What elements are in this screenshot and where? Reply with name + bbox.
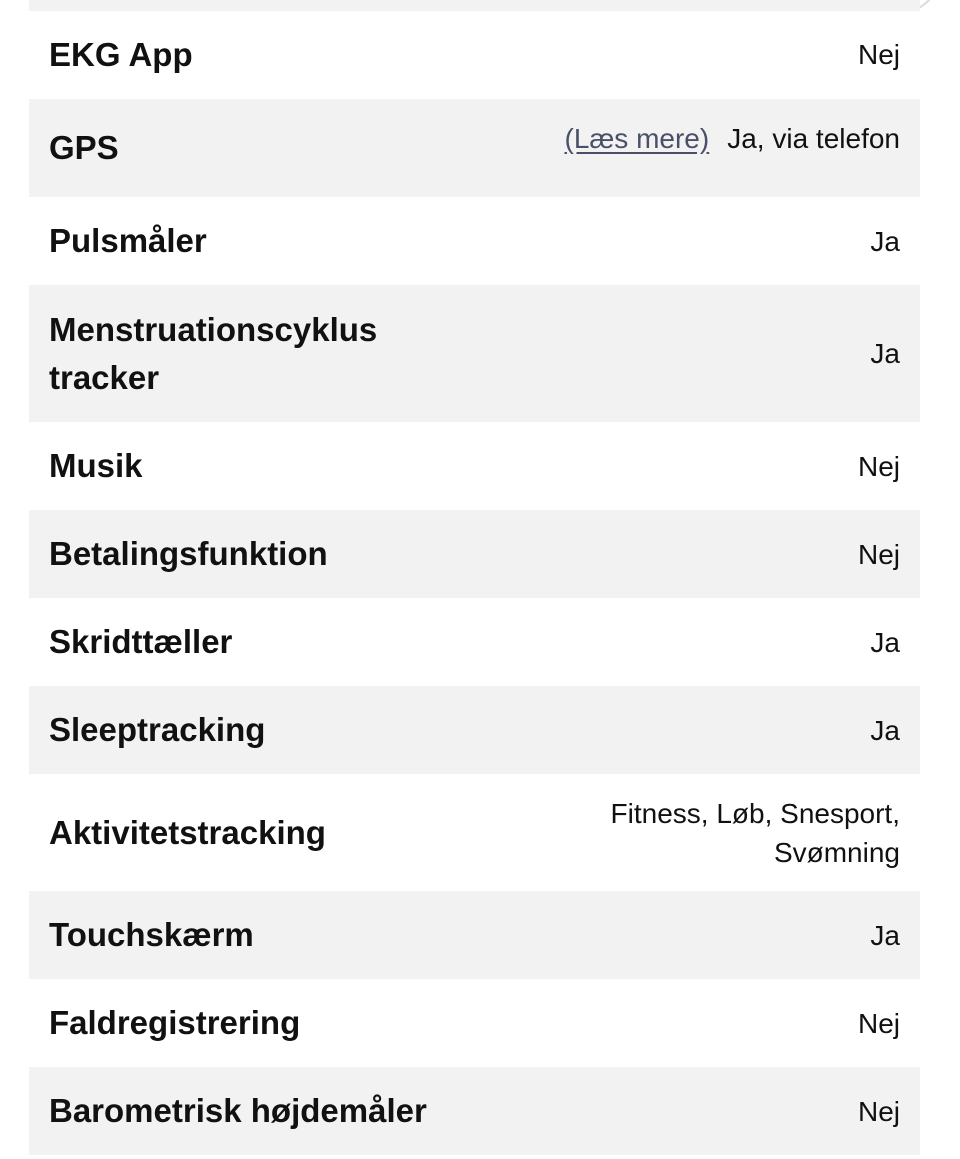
spec-value: Nej <box>857 450 900 482</box>
spec-row-barometrisk <box>29 1067 920 1155</box>
spec-value: Nej <box>857 1007 900 1039</box>
spec-label: Faldregistrering <box>49 1004 301 1041</box>
spec-label: Menstruationscyklus tracker <box>49 310 378 396</box>
spec-label: Aktivitetstracking <box>49 813 326 851</box>
spec-label: Sleeptracking <box>49 711 266 748</box>
read-more-link[interactable]: (Læs mere) <box>564 122 710 154</box>
spec-label: Skridttæller <box>49 623 233 660</box>
spec-label: EKG App <box>49 36 193 73</box>
spec-value: Nej <box>857 39 900 70</box>
spec-value: Nej <box>857 538 900 570</box>
spec-label: Barometrisk højdemåler <box>49 1092 427 1129</box>
spec-label: Pulsmåler <box>49 222 207 259</box>
spec-label: Betalingsfunktion <box>49 535 328 572</box>
spec-row-aktivitetstracking <box>29 774 920 891</box>
spec-row-touchskaerm <box>29 891 920 979</box>
spec-table <box>29 11 920 1155</box>
spec-label: Touchskærm <box>49 916 254 953</box>
spec-label: GPS <box>49 129 119 166</box>
spec-row-gps <box>29 99 920 197</box>
spec-value: Nej <box>857 1095 900 1127</box>
spec-value: Ja <box>870 338 900 369</box>
spec-row-ekg-app <box>29 11 920 99</box>
spec-row-menstruation <box>29 285 920 422</box>
spec-row-musik <box>29 422 920 510</box>
spec-row-pulsmaaler <box>29 197 920 285</box>
spec-value: Ja <box>870 626 900 658</box>
previous-row-edge <box>29 0 920 11</box>
spec-label: Musik <box>49 447 143 484</box>
spec-value: Ja <box>870 714 900 746</box>
spec-value: Fitness, Løb, Snesport, Svømning <box>610 797 900 868</box>
spec-row-betaling <box>29 510 920 598</box>
spec-value: Ja <box>870 919 900 951</box>
spec-row-sleeptracking <box>29 686 920 774</box>
spec-row-skridttaeller <box>29 598 920 686</box>
spec-value: Ja <box>870 225 900 257</box>
spec-value: Ja, via telefon <box>727 123 900 154</box>
spec-row-faldregistrering <box>29 979 920 1067</box>
